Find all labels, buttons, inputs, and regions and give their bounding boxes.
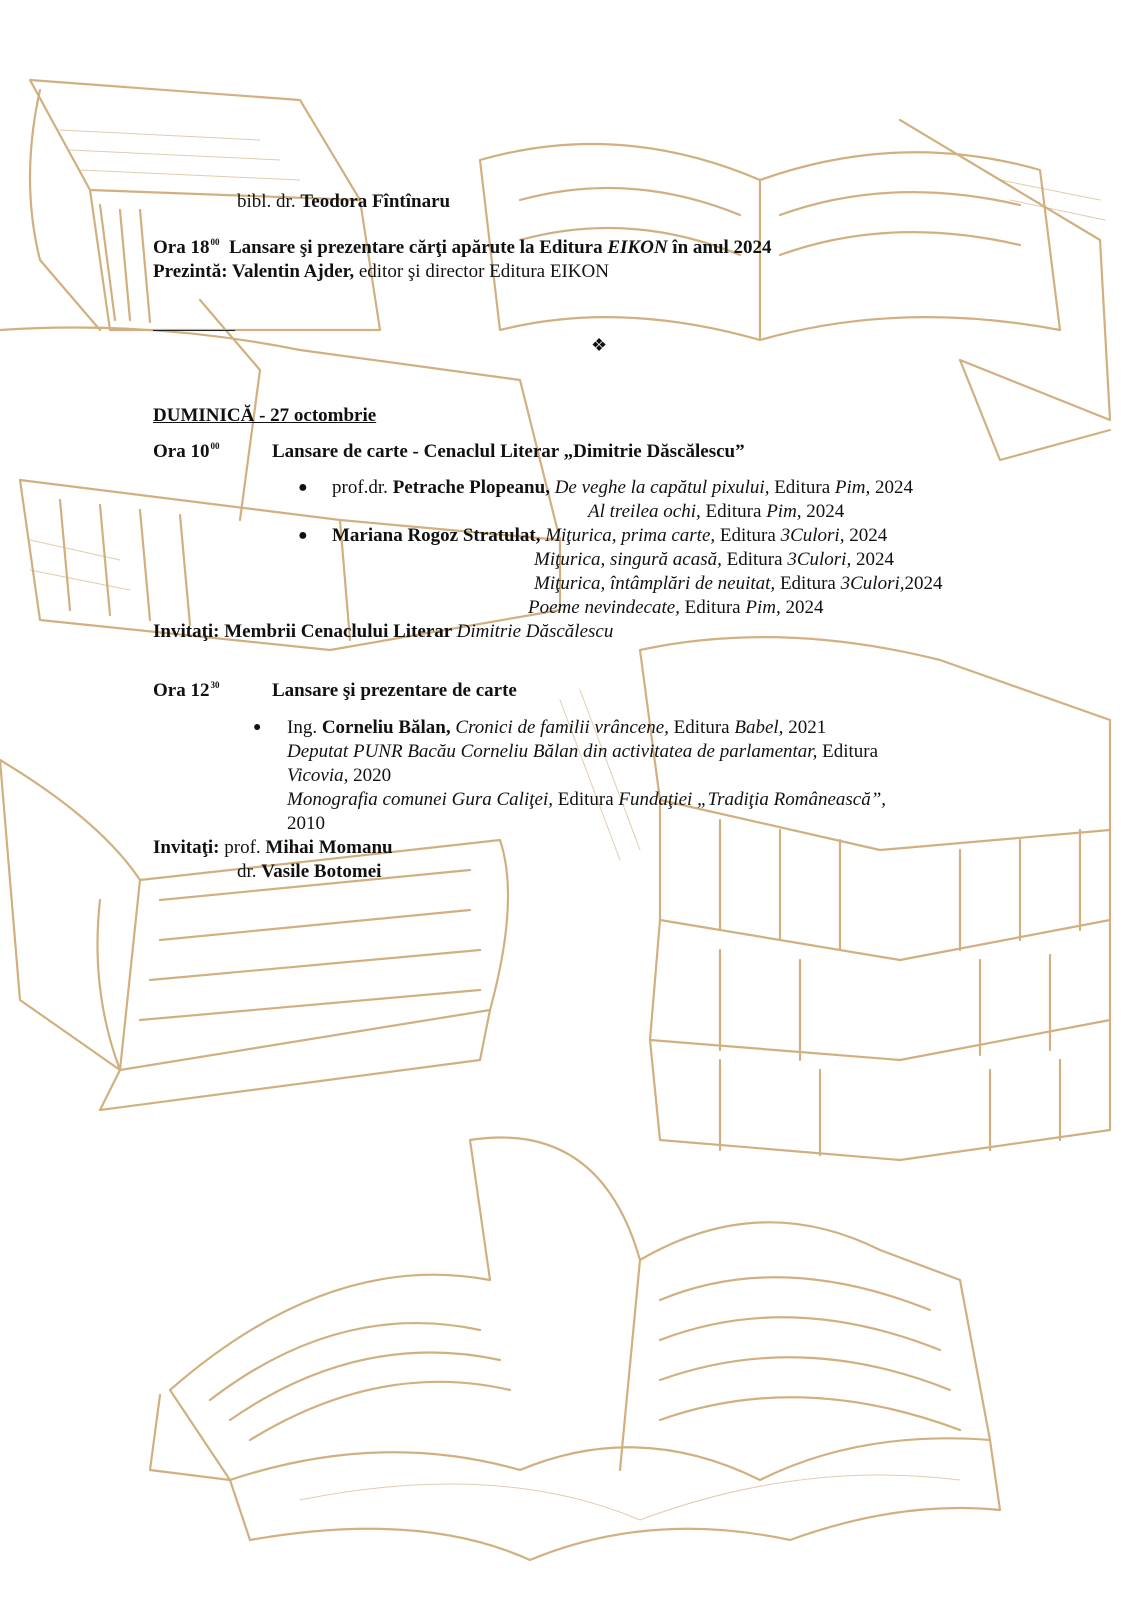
session-1230-time-minutes: 30: [210, 680, 220, 690]
author-2-book-2-title: Miţurica, singură acasă,: [534, 549, 722, 570]
session-1230-guest-2: [237, 860, 381, 884]
session-10-time-minutes: 00: [210, 441, 220, 451]
presenter-label: Prezintă: Valentin Ajder,: [153, 261, 355, 282]
author-2-line: [332, 524, 887, 548]
moderator-prefix: bibl. dr.: [237, 191, 301, 212]
author-3-book-1-year: 2021: [783, 717, 827, 738]
session-10-guests: [153, 620, 613, 644]
session-1230-guests: [153, 836, 393, 860]
author-1-line: [332, 476, 913, 500]
session-10-time: Ora 10: [153, 441, 210, 462]
author-2-book-1-publisher: 3Culori,: [780, 525, 845, 546]
author-2-book-4-year: 2024: [780, 597, 824, 618]
author-3-line: [287, 716, 826, 740]
author-1-book-2-year: 2024: [801, 501, 845, 522]
bullet-icon: ●: [298, 527, 308, 544]
author-2-book-3-year: 2024: [904, 573, 943, 594]
divider-ornament: ❖: [591, 335, 608, 355]
author-2-book-1-year: 2024: [844, 525, 888, 546]
moderator-line: [237, 190, 450, 214]
session-10-guests-name: Dimitrie Dăscălescu: [456, 621, 614, 642]
session-1230-guests-label: Invitaţi:: [153, 837, 220, 858]
author-2-book-3: [534, 572, 943, 596]
author-2-book-3-publisher: 3Culori,: [840, 573, 905, 594]
author-2-book-4-title: Poeme nevindecate,: [528, 597, 680, 618]
author-2-book-4: [528, 596, 823, 620]
author-1-book-1-publisher: Pim,: [834, 477, 871, 498]
session-1230-title-line: [272, 679, 517, 703]
guest-2-name: Vasile Botomei: [261, 861, 382, 882]
session-18-title-a: Lansare şi prezentare cărţi apărute la Editura: [228, 237, 608, 258]
author-2-book-2-year: 2024: [851, 549, 894, 570]
session-1230-time-line: [153, 679, 219, 705]
session-18-presenter: [153, 260, 609, 284]
author-3-book-1-publisher-label: Editura: [668, 717, 735, 738]
session-18-time: Ora 18: [153, 237, 210, 258]
author-2-book-2: [534, 548, 894, 572]
author-3-book-2-publisher-label: Editura: [817, 741, 879, 762]
session-18-title-b: EIKON: [607, 237, 668, 258]
author-3-book-1-title: Cronici de familii vrâncene,: [450, 717, 669, 738]
author-2-book-2-publisher-label: Editura: [721, 549, 788, 570]
author-2-book-1-publisher-label: Editura: [715, 525, 781, 546]
session-18-time-minutes: 00: [210, 237, 220, 247]
author-1-book-2-title: Al treilea ochi,: [588, 501, 701, 522]
author-2-book-2-publisher: 3Culori,: [787, 549, 852, 570]
author-3-prefix: Ing.: [287, 717, 322, 738]
session-18-heading: [153, 236, 772, 262]
author-1-prefix: prof.dr.: [332, 477, 393, 498]
author-3-book-3-title: Monografia comunei Gura Caliţei,: [287, 789, 553, 810]
session-10-time-line: [153, 440, 219, 466]
author-3-book-3: [287, 788, 886, 812]
author-1-book-2-publisher-label: Editura: [700, 501, 767, 522]
author-3-book-3-cont: [287, 812, 325, 836]
author-1-book-1-year: 2024: [870, 477, 913, 498]
author-2-book-4-publisher-label: Editura: [679, 597, 746, 618]
author-2-name: Mariana Rogoz Stratulat,: [332, 525, 541, 546]
author-1-book-1-publisher-label: Editura: [769, 477, 835, 498]
author-2-book-4-publisher: Pim,: [745, 597, 781, 618]
author-3-book-3-year: 2010: [287, 813, 325, 834]
bullet-icon: ●: [253, 720, 262, 735]
author-1-name: Petrache Plopeanu,: [392, 477, 550, 498]
author-3-book-2-publisher: Vicovia,: [287, 765, 349, 786]
author-2-book-3-title: Miţurica, întâmplări de neuitat,: [534, 573, 776, 594]
author-3-book-2: [287, 740, 878, 764]
author-2-book-3-publisher-label: Editura: [775, 573, 841, 594]
author-3-book-2-title: Deputat PUNR Bacău Corneliu Bălan din activitatea de parlamentar,: [287, 741, 818, 762]
author-2-book-1-title: Miţurica, prima carte,: [540, 525, 716, 546]
guest-1-prefix: prof.: [219, 837, 266, 858]
author-1-book-2-publisher: Pim,: [766, 501, 802, 522]
moderator-name: Teodora Fîntînaru: [300, 191, 451, 212]
author-3-book-3-publisher-label: Editura: [552, 789, 619, 810]
author-1-book-1-title: De veghe la capătul pixului,: [554, 477, 770, 498]
session-10-title: Lansare de carte - Cenaclul Literar „Dimitrie Dăscălescu”: [272, 441, 745, 462]
author-1-book-2: [588, 500, 844, 524]
session-18-title-c: în anul 2024: [667, 237, 772, 258]
author-3-book-3-publisher: Fundaţiei „Tradiţia Românească”,: [618, 789, 887, 810]
bullet-icon: ●: [298, 479, 308, 496]
session-1230-title: Lansare şi prezentare de carte: [272, 680, 517, 701]
day-heading: [153, 404, 376, 428]
day-heading-text: DUMINICĂ - 27 octombrie: [153, 405, 377, 426]
author-3-book-1-publisher: Babel,: [734, 717, 784, 738]
footnote-rule: [153, 330, 235, 331]
author-3-book-2-cont: [287, 764, 391, 788]
session-10-title-line: [272, 440, 745, 464]
session-10-guests-label: Invitaţi: Membrii Cenaclului Literar: [153, 621, 457, 642]
author-3-book-2-year: 2020: [348, 765, 392, 786]
author-3-name: Corneliu Bălan,: [321, 717, 451, 738]
presenter-role: editor şi director Editura EIKON: [354, 261, 609, 282]
guest-2-prefix: dr.: [237, 861, 262, 882]
session-1230-time: Ora 12: [153, 680, 210, 701]
guest-1-name: Mihai Momanu: [265, 837, 393, 858]
